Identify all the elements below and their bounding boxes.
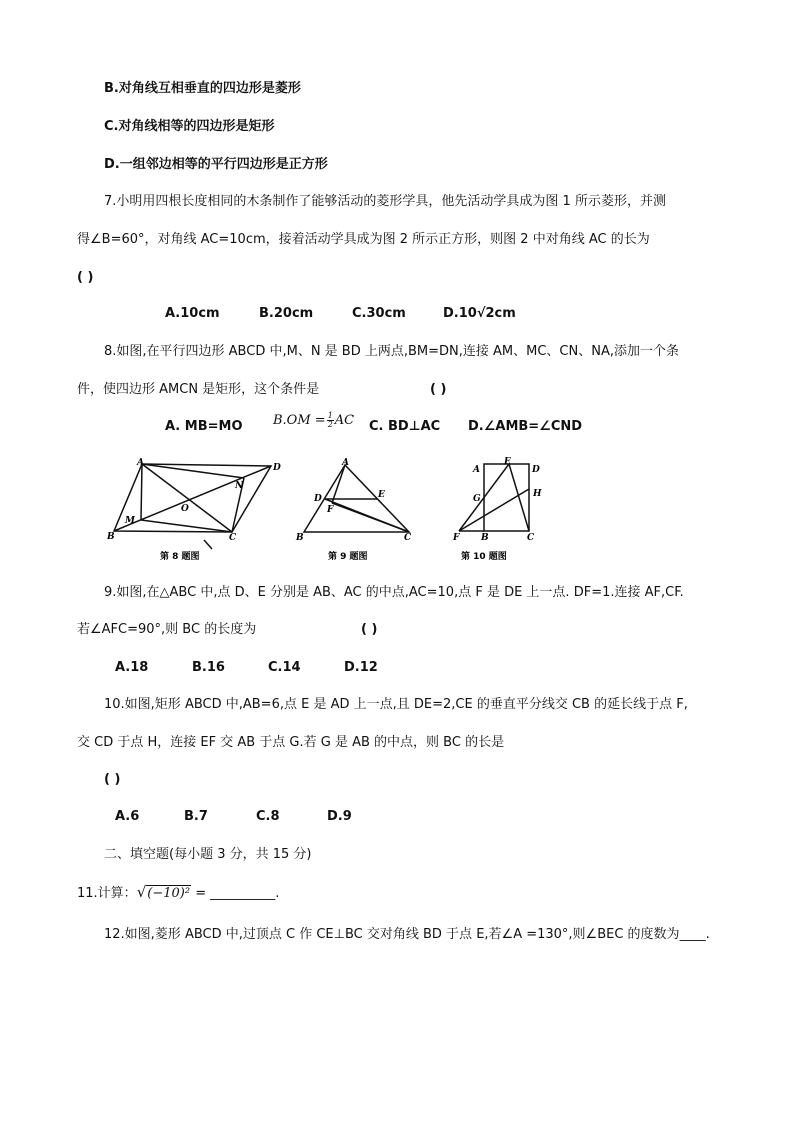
q11-prefix: 11.计算： <box>77 886 137 901</box>
q8-text-line1: 8.如图,在平行四边形 ABCD 中,M、N 是 BD 上两点,BM=DN,连接 AM、MC、CN、NA,添加一个条 <box>104 344 679 359</box>
q7-option-d: D.10√2cm <box>443 306 516 321</box>
q10-option-d: D.9 <box>327 809 352 824</box>
q7-option-b: B.20cm <box>259 306 314 321</box>
fig8-segment-am <box>141 464 142 520</box>
q9-text-line2: 若∠AFC=90°,则 BC 的长度为 <box>77 622 257 637</box>
fig10-label-g: G <box>473 494 481 504</box>
q10-option-a: A.6 <box>115 809 140 824</box>
fig8-label-a: A <box>137 458 144 468</box>
q9-answer-paren: ( ) <box>361 622 378 637</box>
q8-answer-paren: ( ) <box>430 382 447 397</box>
q6-option-d: D.一组邻边相等的平行四边形是正方形 <box>104 157 328 172</box>
fig10-label-h: H <box>533 489 542 499</box>
q7-answer-paren: ( ) <box>77 270 94 285</box>
fig8-label-o: O <box>181 504 189 514</box>
q12-blank[interactable]: ____ <box>679 927 706 942</box>
fig8-label-d: D <box>273 463 281 473</box>
q9-option-b: B.16 <box>192 660 225 675</box>
q11-line <box>77 884 279 902</box>
q10-text-line1: 10.如图,矩形 ABCD 中,AB=6,点 E 是 AD 上一点,且 DE=2,CE 的垂直平分线交 CB 的延长线于点 F, <box>104 697 688 712</box>
fig8-mark <box>204 540 212 549</box>
q8-option-b-suffix: AC <box>334 413 355 428</box>
q8-fraction-denominator: 2 <box>327 420 333 429</box>
fig10-label-d: D <box>532 465 540 475</box>
q7-option-a: A.10cm <box>165 306 220 321</box>
q8-option-a: A. MB=MO <box>165 419 243 434</box>
q9-text-line1: 9.如图,在△ABC 中,点 D、E 分别是 AB、AC 的中点,AC=10,点 F 是 DE 上一点. DF=1.连接 AF,CF. <box>104 585 684 600</box>
q8-option-b <box>273 412 354 429</box>
fig10-label-a: A <box>473 465 480 475</box>
fig9-segment-dc <box>325 499 409 532</box>
fig8-label-n: N <box>235 481 244 491</box>
q7-option-c: C.30cm <box>352 306 406 321</box>
q8-text-line2: 件，使四边形 AMCN 是矩形，这个条件是 <box>77 382 320 397</box>
fig8-caption: 第 8 题图 <box>160 552 200 562</box>
fig10-label-b: B <box>481 533 489 543</box>
q11-equals: = <box>195 886 207 901</box>
q10-text-line2: 交 CD 于点 H，连接 EF 交 AB 于点 G.若 G 是 AB 的中点，则 BC 的长是 <box>77 735 505 750</box>
q8-option-d: D.∠AMB=∠CND <box>468 419 583 434</box>
q6-option-c: C.对角线相等的四边形是矩形 <box>104 119 275 134</box>
fig10-label-f: F <box>453 533 460 543</box>
q12-line <box>104 927 710 943</box>
q6-option-b: B.对角线互相垂直的四边形是菱形 <box>104 81 301 96</box>
q8-option-c: C. BD⊥AC <box>369 419 441 434</box>
q9-option-a: A.18 <box>115 660 149 675</box>
fig8-label-m: M <box>125 516 135 526</box>
fig9-label-f: F <box>327 505 334 515</box>
fig8-label-c: C <box>229 533 237 543</box>
q10-option-c: C.8 <box>256 809 280 824</box>
fig10-segment-fh <box>459 489 529 531</box>
fig9-label-d: D <box>314 494 322 504</box>
q11-radicand: (−10)² <box>147 886 191 901</box>
q10-answer-paren: ( ) <box>104 772 121 787</box>
fig9-label-c: C <box>404 533 412 543</box>
q9-option-d: D.12 <box>344 660 378 675</box>
q10-option-b: B.7 <box>184 809 208 824</box>
q7-text-line1: 7.小明用四根长度相同的木条制作了能够活动的菱形学具，他先活动学具成为图 1 所示菱形，并测 <box>104 194 666 209</box>
figure-10 <box>449 455 561 567</box>
fig10-rectangle <box>484 464 529 531</box>
sqrt-icon: √ <box>136 883 147 901</box>
q9-option-c: C.14 <box>268 660 301 675</box>
fig8-label-b: B <box>107 532 115 542</box>
fig9-caption: 第 9 题图 <box>328 552 368 562</box>
section-2-title: 二、填空题(每小题 3 分，共 15 分) <box>104 847 312 862</box>
fig10-segment-ec <box>509 464 529 531</box>
fig10-caption: 第 10 题图 <box>461 552 507 562</box>
q11-end: . <box>275 886 280 901</box>
fig9-label-e: E <box>378 490 385 500</box>
q12-text: 12.如图,菱形 ABCD 中,过顶点 C 作 CE⊥BC 交对角线 BD 于点 E,若∠A =130°,则∠BEC 的度数为 <box>104 927 680 942</box>
fig10-label-c: C <box>527 533 535 543</box>
q8-option-b-prefix: B.OM = <box>273 413 326 428</box>
q11-blank[interactable]: __________ <box>210 886 276 901</box>
q8-fraction-numerator: 1 <box>327 411 333 420</box>
q12-end: . <box>705 927 710 942</box>
fig9-label-b: B <box>296 533 304 543</box>
q8-option-b-fraction <box>327 412 334 429</box>
q7-text-line2: 得∠B=60°，对角线 AC=10cm，接着活动学具成为图 2 所示正方形，则图 2 中对角线 AC 的长为 <box>77 232 650 247</box>
figure-8 <box>105 455 280 567</box>
figure-9 <box>294 455 420 567</box>
fig10-label-e: E <box>504 457 511 467</box>
fig9-label-a: A <box>342 458 349 468</box>
